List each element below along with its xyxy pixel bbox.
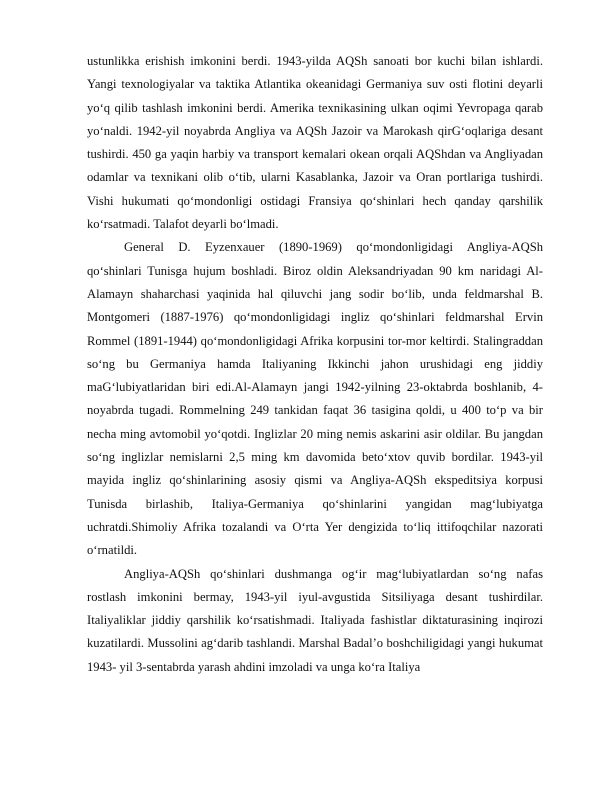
- document-page: [87, 50, 543, 679]
- paragraph-1: ustunlikka erishish imkonini berdi. 1943-yilda AQSh sanoati bor kuchi bilan ishlardi. Yangi texnologiyalar va taktika Atlantika okeanidagi Germaniya suv osti flotini deyarli yo‘q qilib tashlash imkonini berdi. Amerika texnikasining ulkan oqimi Yevropaga qarab yo‘naldi. 1942-yil noyabrda Angliya va AQSh Jazoir va Marokash qirG‘oqlariga desant tushirdi. 450 ga yaqin harbiy va transport kemalari okean orqali AQShdan va Angliyadan odamlar va texnikani olib o‘tib, ularni Kasablanka, Jazoir va Oran portlariga tushirdi. Vishi hukumati qo‘mondonligi ostidagi Fransiya qo‘shinlari hech qanday qarshilik ko‘rsatmadi. Talafot deyarli bo‘lmadi.: [87, 54, 543, 232]
- paragraph-2: General D. Eyzenxauer (1890-1969) qo‘mondonligidagi Angliya-AQSh qo‘shinlari Tunisga hujum boshladi. Biroz oldin Aleksandriyadan 90 km naridagi Al-Alamayn shaharchasi yaqinida hal qiluvchi jang sodir bo‘lib, unda feldmarshal B. Montgomeri (1887-1976) qo‘mondonligidagi ingliz qo‘shinlari feldmarshal Ervin Rommel (1891-1944) qo‘mondonligidagi Afrika korpusini tor-mor keltirdi. Stalingraddan so‘ng bu Germaniya hamda Italiyaning Ikkinchi jahon urushidagi eng jiddiy maG‘lubiyatlaridan biri edi.Al-Alamayn jangi 1942-yilning 23-oktabrda boshlanib, 4-noyabrda tugadi. Rommelning 249 tankidan faqat 36 tasigina qoldi, u 400 to‘p va bir necha ming avtomobil yo‘qotdi. Inglizlar 20 ming nemis askarini asir oldilar. Bu jangdan so‘ng inglizlar nemislarni 2,5 ming km davomida beto‘xtov quvib bordilar. 1943-yil mayida ingliz qo‘shinlarining asosiy qismi va Angliya-AQSh ekspeditsiya korpusi Tunisda birlashib, Italiya-Germaniya qo‘shinlarini yangidan mag‘lubiyatga uchratdi.Shimoliy Afrika tozalandi va O‘rta Yer dengizida to‘liq ittifoqchilar nazorati o‘rnatildi.: [87, 240, 543, 558]
- paragraph-3: Angliya-AQSh qo‘shinlari dushmanga og‘ir mag‘lubiyatlardan so‘ng nafas rostlash imkonini bermay, 1943-yil iyul-avgustida Sitsiliyaga desant tushirdilar. Italiyaliklar jiddiy qarshilik ko‘rsatishmadi. Italiyada fashistlar diktaturasining inqirozi kuzatilardi. Mussolini ag‘darib tashlandi. Marshal Badal’o boshchiligidagi yangi hukumat 1943- yil 3-sentabrda yarash ahdini imzoladi va unga ko‘ra Italiya: [87, 566, 543, 674]
